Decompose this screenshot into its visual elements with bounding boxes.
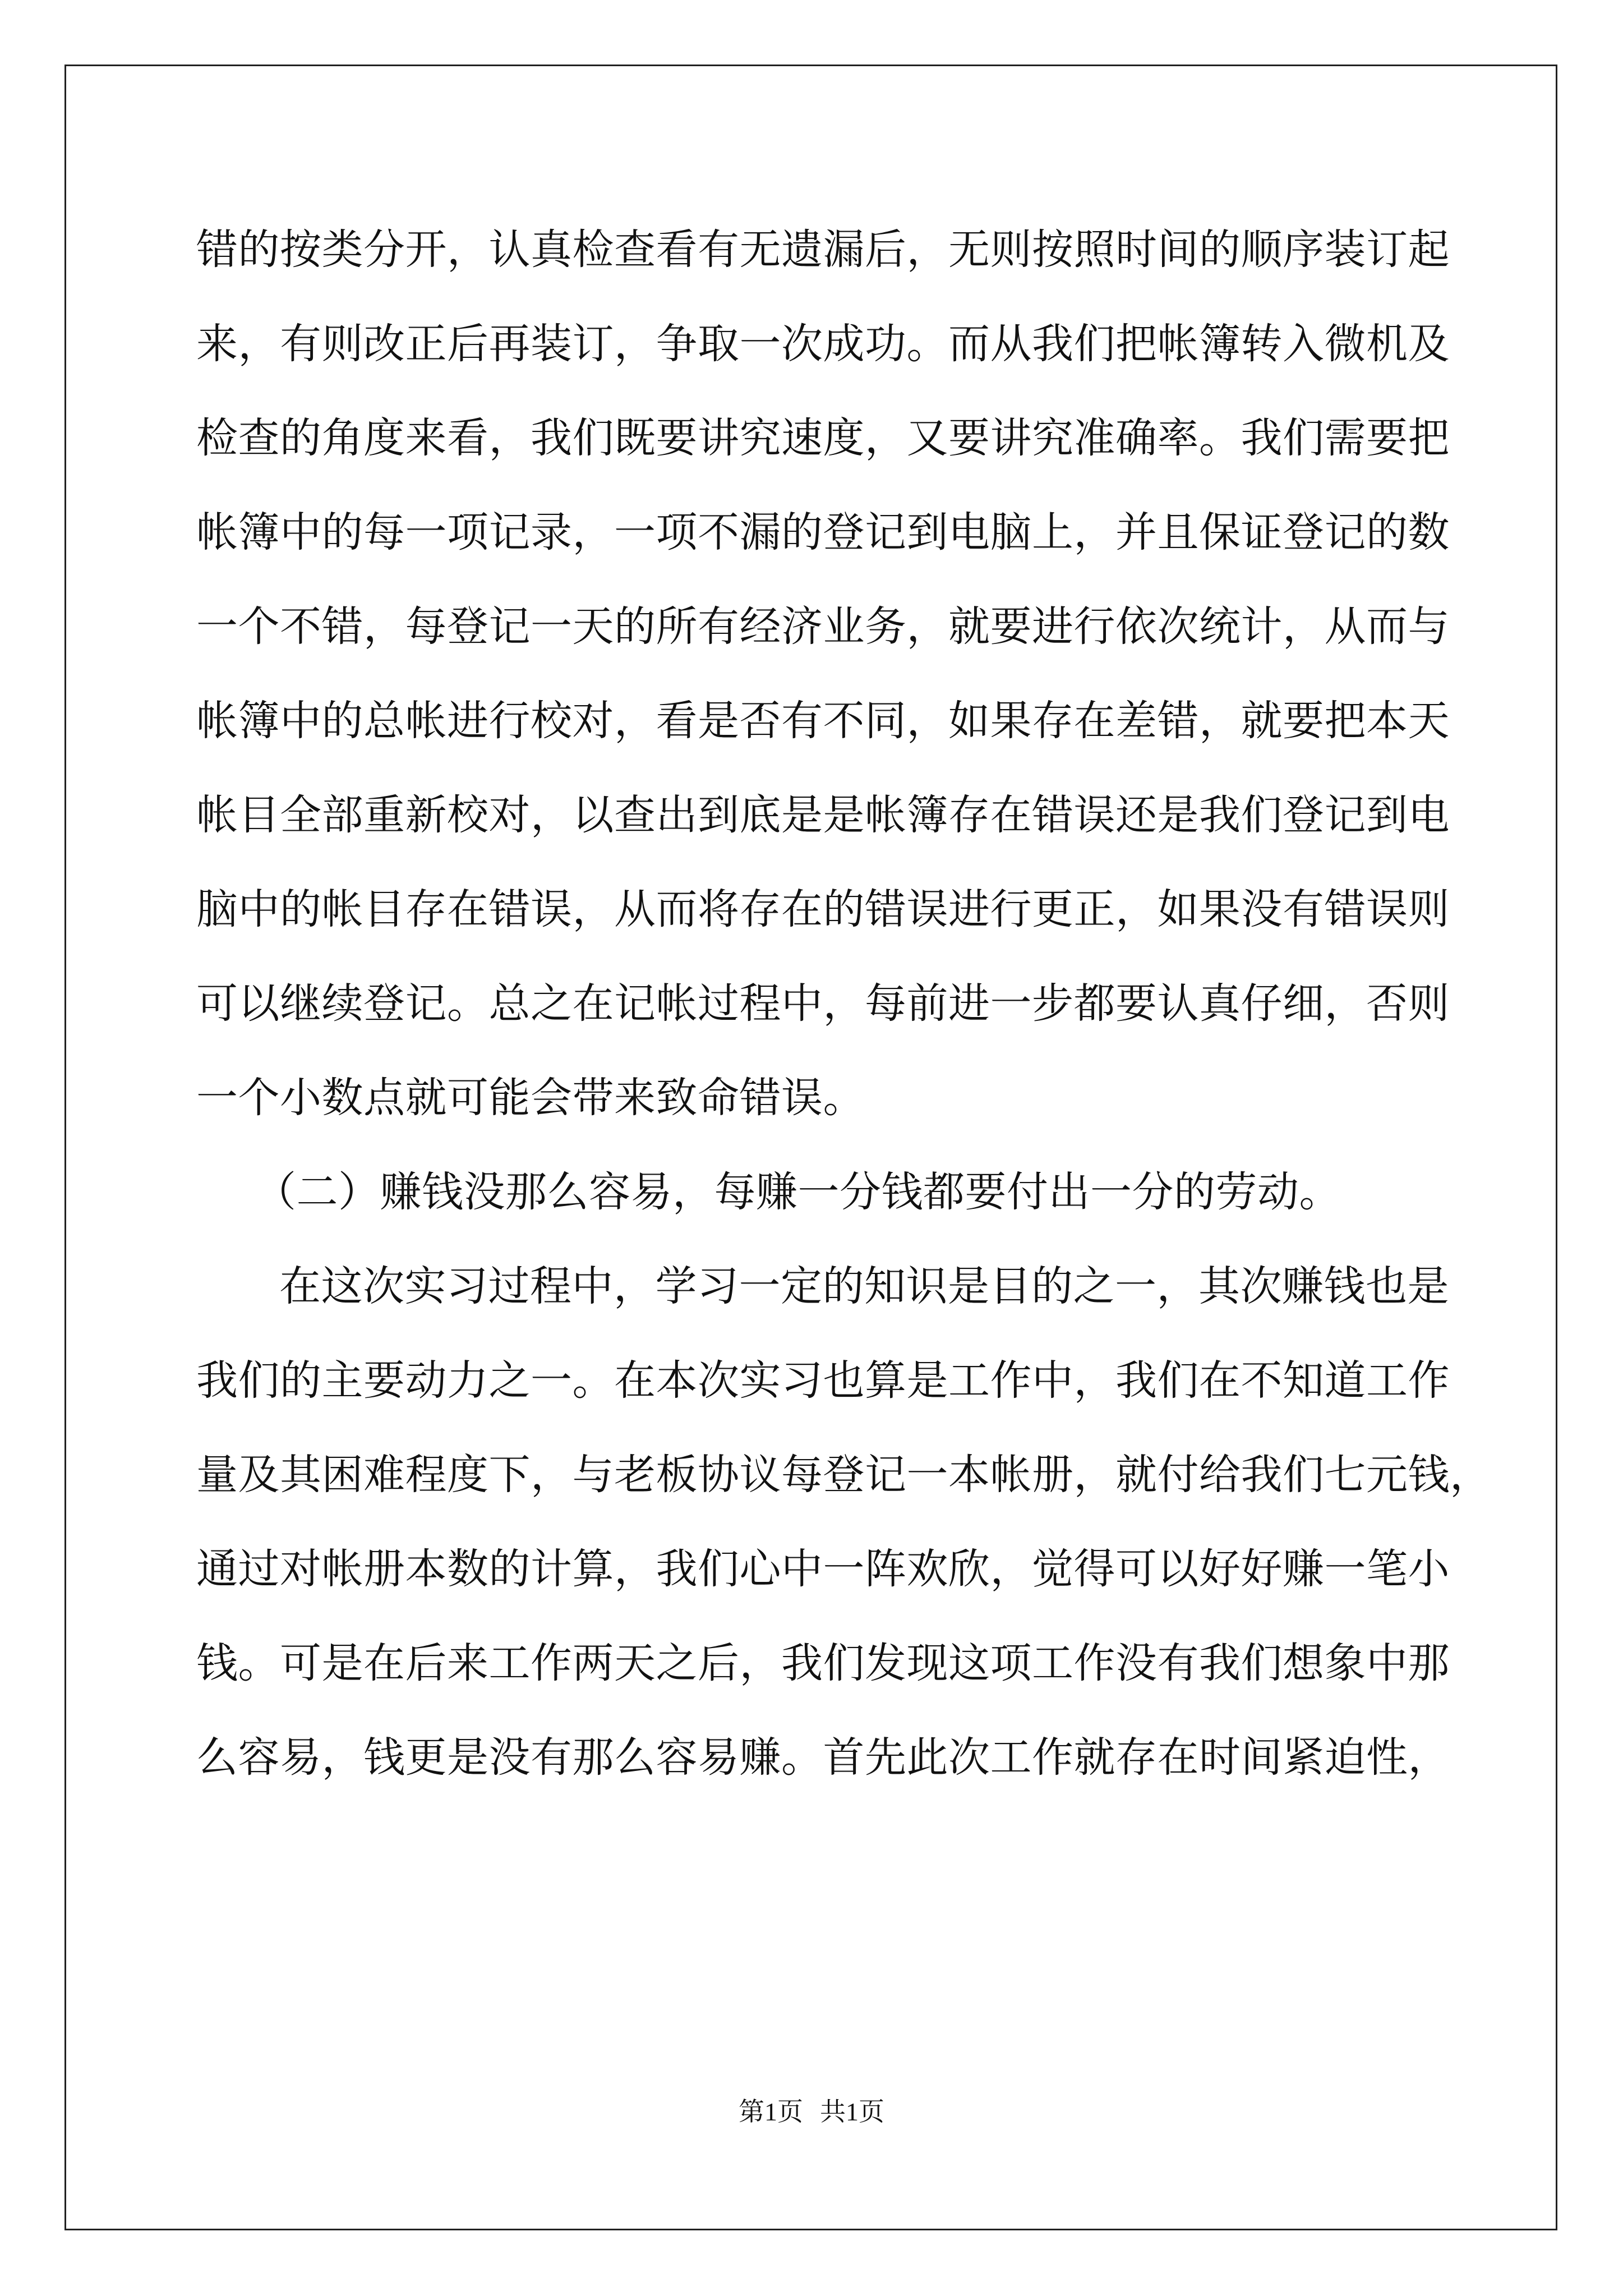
body-line: 量及其困难程度下，与老板协议每登记一本帐册，就付给我们七元钱，: [196, 1451, 1492, 1499]
page-number: 第1页: [739, 2097, 803, 2126]
page-footer: [0, 2095, 1623, 2129]
body-line: 错的按类分开，认真检查看有无遗漏后，无则按照时间的顺序装订起: [196, 226, 1450, 274]
body-line: 帐簿中的每一项记录，一项不漏的登记到电脑上，并且保证登记的数: [196, 508, 1450, 556]
body-line: 来，有则改正后再装订，争取一次成功。而从我们把帐簿转入微机及: [196, 320, 1450, 368]
body-line: 帐簿中的总帐进行校对，看是否有不同，如果存在差错，就要把本天: [196, 697, 1450, 745]
section-heading: （二）赚钱没那么容易，每赚一分钱都要付出一分的劳动。: [255, 1168, 1341, 1216]
body-line: 帐目全部重新校对，以查出到底是是帐簿存在错误还是我们登记到电: [196, 791, 1450, 839]
body-line: 一个小数点就可能会带来致命错误。: [196, 1074, 865, 1122]
body-line: 通过对帐册本数的计算，我们心中一阵欢欣，觉得可以好好赚一笔小: [196, 1545, 1450, 1593]
body-line: 一个不错，每登记一天的所有经济业务，就要进行依次统计，从而与: [196, 602, 1450, 651]
body-line: 脑中的帐目存在错误，从而将存在的错误进行更正，如果没有错误则: [196, 885, 1450, 933]
body-line: 么容易，钱更是没有那么容易赚。首先此次工作就存在时间紧迫性，: [196, 1733, 1450, 1782]
document-body: [196, 219, 1492, 1821]
body-line: 我们的主要动力之一。在本次实习也算是工作中，我们在不知道工作: [196, 1356, 1450, 1405]
body-line: 钱。可是在后来工作两天之后，我们发现这项工作没有我们想象中那: [196, 1639, 1450, 1687]
paragraph-first-line: 在这次实习过程中，学习一定的知识是目的之一，其次赚钱也是: [279, 1262, 1449, 1310]
body-line: 检查的角度来看，我们既要讲究速度，又要讲究准确率。我们需要把: [196, 414, 1450, 462]
page-total: 共1页: [820, 2097, 884, 2126]
body-line: 可以继续登记。总之在记帐过程中，每前进一步都要认真仔细，否则: [196, 979, 1450, 1028]
